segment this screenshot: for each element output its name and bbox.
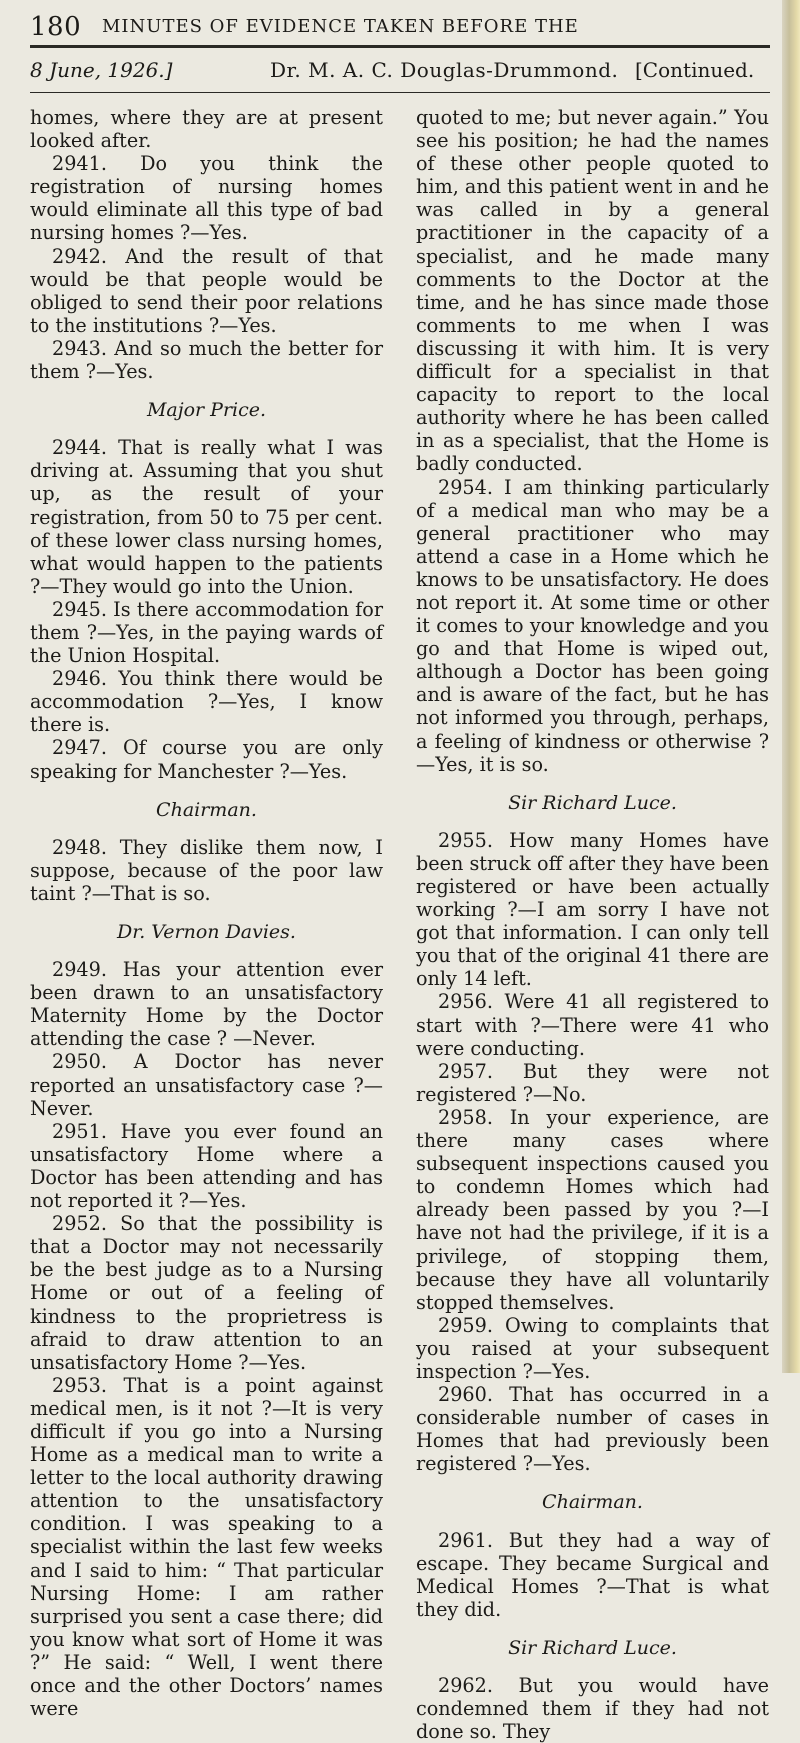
speaker-heading: Major Price. bbox=[146, 399, 267, 422]
question-paragraph: 2951. Have you ever found an unsatisfactory Home where a Doctor has been attending and has not reported it ?—Yes. bbox=[30, 1119, 383, 1213]
speaker-heading: Chairman. bbox=[156, 798, 257, 821]
continued-label: [Continued. bbox=[635, 58, 755, 82]
question-paragraph: 2957. But they were not registered ?—No. bbox=[416, 1059, 769, 1106]
running-title: MINUTES OF EVIDENCE TAKEN BEFORE THE bbox=[102, 16, 579, 37]
question-paragraph: 2945. Is there accommodation for them ?—Yes, in the paying wards of the Union Hospital. bbox=[30, 597, 383, 668]
header-rule bbox=[30, 45, 770, 48]
session-date: 8 June, 1926.] bbox=[30, 58, 173, 82]
question-paragraph: 2960. That has occurred in a considerable number of cases in Homes that had previously been registered ?—Yes. bbox=[416, 1383, 769, 1476]
question-paragraph: 2947. Of course you are only speaking for Manchester ?—Yes. bbox=[30, 736, 383, 783]
witness-name: Dr. M. A. C. Douglas-Drummond. bbox=[270, 58, 619, 82]
question-paragraph: 2944. That is really what I was driving at. Assuming that you shut up, as the result of your registration, from 50 to 75 per cent. of these lower class nursing homes, what would happen to the patients ?—They would go into the Union. bbox=[30, 436, 383, 598]
question-paragraph: 2952. So that the possibility is that a Doctor may not necessarily be the best judge as to a Nursing Home or out of a feeling of kindness to the proprietress is afraid to draw attention to an unsatisfactory Home ?—Yes. bbox=[30, 1212, 383, 1374]
right-column bbox=[416, 106, 769, 1743]
question-paragraph: 2946. You think there would be accommodation ?—Yes, I know there is. bbox=[30, 667, 383, 737]
question-paragraph: 2942. And the result of that would be that people would be obliged to send their poor relations to the institutions ?—Yes. bbox=[30, 244, 383, 337]
speaker-heading: Sir Richard Luce. bbox=[508, 791, 677, 814]
sub-header bbox=[30, 58, 770, 84]
page-number: 180 bbox=[30, 12, 82, 42]
question-paragraph: 2962. But you would have condemned them if they had not done so. They bbox=[416, 1674, 769, 1743]
question-paragraph: 2959. Owing to complaints that you raised at your subsequent inspection ?—Yes. bbox=[416, 1313, 769, 1383]
question-paragraph: 2949. Has your attention ever been drawn to an unsatisfactory Maternity Home by the Doctor attending the case ? —Never. bbox=[30, 958, 383, 1051]
question-paragraph: 2941. Do you think the registration of nursing homes would eliminate all this type of bad nursing homes ?—Yes. bbox=[30, 152, 383, 245]
question-paragraph: 2961. But they had a way of escape. They became Surgical and Medical Homes ?—That is what they did. bbox=[416, 1528, 769, 1621]
question-paragraph: 2948. They dislike them now, I suppose, because of the poor law taint ?—That is so. bbox=[30, 835, 383, 905]
left-column bbox=[30, 106, 383, 1720]
question-paragraph: 2950. A Doctor has never reported an unsatisfactory case ?—Never. bbox=[30, 1050, 383, 1120]
question-paragraph: 2943. And so much the better for them ?—Yes. bbox=[30, 336, 383, 384]
question-paragraph: 2956. Were 41 all registered to start with ?—There were 41 who were conducting. bbox=[416, 990, 769, 1060]
question-paragraph: 2955. How many Homes have been struck off after they have been registered or have been actually working ?—I am sorry I have not got that information. I can only tell you that of the original 41 there are only 14 left. bbox=[416, 828, 769, 991]
continued-paragraph: homes, where they are at present looked after. bbox=[30, 106, 383, 153]
speaker-heading: Sir Richard Luce. bbox=[508, 1636, 677, 1659]
continued-paragraph: quoted to me; but never again.” You see his position; he had the names of these other people quoted to him, and this patient went in and he was called in by a general practitioner in the capacity of a specialist, and he made many comments to the Doctor at the time, and he has since made those comments to me when I was discussing it with him. It is very difficult for a specialist in that capacity to report to the local authority where he has been called in as a specialist, that the Home is badly conducted. bbox=[416, 106, 769, 476]
question-paragraph: 2954. I am thinking particularly of a medical man who may be a general practitioner who may attend a case in a Home which he knows to be unsatisfactory. He does not report it. At some time or other it comes to your knowledge and you go and that Home is wiped out, although a Doctor has been going and is aware of the fact, but he has not informed you through, perhaps, a feeling of kindness or otherwise ?—Yes, it is so. bbox=[416, 475, 769, 776]
question-paragraph: 2958. In your experience, are there many cases where subsequent inspections caused you to condemn Homes which had already been passed by you ?—I have not had the privilege, if it is a privilege, of stopping them, because they have all voluntarily stopped themselves. bbox=[416, 1105, 769, 1314]
speaker-heading: Dr. Vernon Davies. bbox=[117, 921, 296, 943]
speaker-heading: Chairman. bbox=[542, 1491, 643, 1514]
sub-header-rule bbox=[30, 92, 770, 93]
question-paragraph: 2953. That is a point against medical men, is it not ?—It is very difficult if you go into a Nursing Home as a medical man to write a letter to the local authority drawing attention to the unsatisfactory condition. I was speaking to a specialist within the last few weeks and I said to him: “ That particular Nursing Home: I am rather surprised you sent a case there; did you know what sort of Home it was ?” He said: “ Well, I went there once and the other Doctors’ names were bbox=[30, 1373, 383, 1721]
page-edge bbox=[782, 0, 800, 1373]
